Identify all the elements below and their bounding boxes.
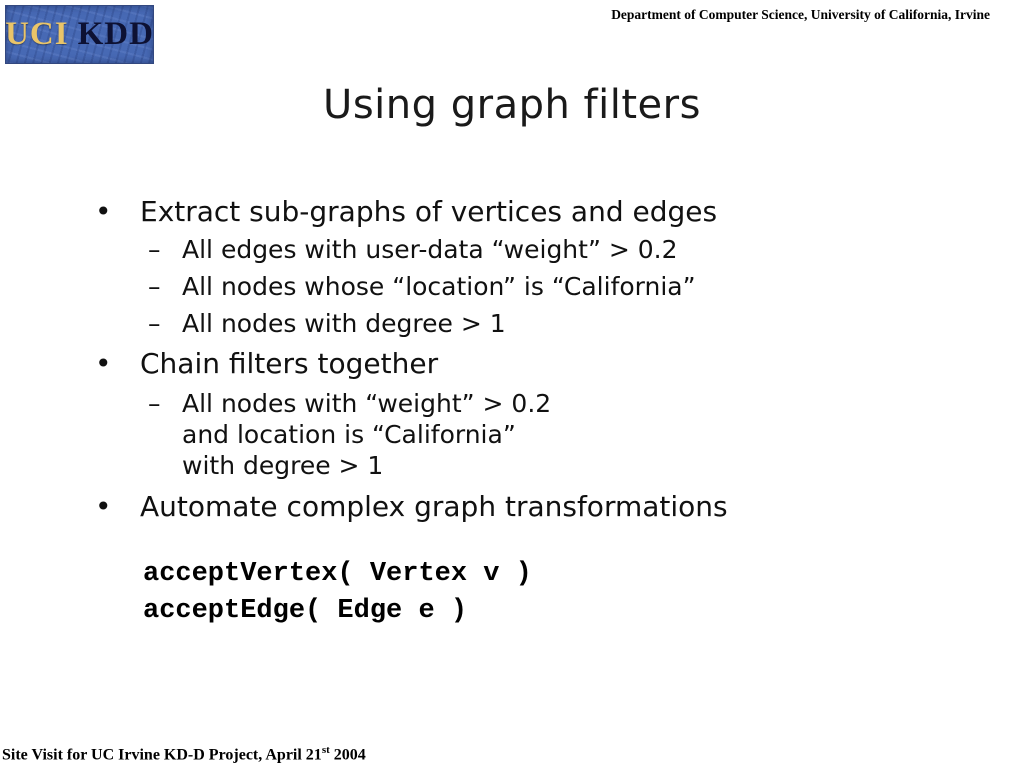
bullet-item xyxy=(95,488,965,526)
bullet-text: Chain filters together xyxy=(140,347,439,380)
dash-glyph: – xyxy=(148,309,161,338)
sub-bullet-multiline xyxy=(182,388,551,481)
sub-bullet-text: All edges with user-data “weight” > 0.2 xyxy=(182,235,678,264)
sub-bullet-line: and location is “California” xyxy=(182,420,516,449)
bullet-list xyxy=(95,193,965,526)
bullet-glyph: • xyxy=(95,347,112,380)
bullet-text: Automate complex graph transformations xyxy=(140,490,728,523)
sub-bullet-item xyxy=(148,268,965,305)
logo-kdd-text: KDD xyxy=(77,16,154,52)
sub-bullet-item xyxy=(148,388,965,481)
bullet-item xyxy=(95,193,965,231)
sub-bullet-item xyxy=(148,231,965,268)
footer-superscript: st xyxy=(321,744,330,756)
dash-glyph: – xyxy=(148,389,161,418)
footer-text: Site Visit for UC Irvine KD-D Project, April 21 xyxy=(2,746,322,764)
dash-glyph: – xyxy=(148,235,161,264)
sub-bullet-text: All nodes whose “location” is “California” xyxy=(182,272,696,301)
sub-bullet-item xyxy=(148,305,965,342)
footer-year: 2004 xyxy=(329,746,366,764)
sub-bullet-line: All nodes with “weight” > 0.2 xyxy=(182,389,552,418)
footer-caption xyxy=(2,744,366,764)
department-header: Department of Computer Science, University of California, Irvine xyxy=(611,7,990,22)
bullet-item xyxy=(95,345,965,383)
sub-bullet-text: All nodes with degree > 1 xyxy=(182,309,506,338)
code-line: acceptVertex( Vertex v ) xyxy=(143,559,532,589)
slide-title: Using graph filters xyxy=(323,82,701,128)
bullet-glyph: • xyxy=(95,490,112,523)
bullet-glyph: • xyxy=(95,195,112,228)
bullet-text: Extract sub-graphs of vertices and edges xyxy=(140,195,718,228)
sub-bullet-line: with degree > 1 xyxy=(182,451,384,480)
uci-kdd-logo xyxy=(5,5,154,64)
code-block xyxy=(143,556,532,630)
code-line: acceptEdge( Edge e ) xyxy=(143,596,468,626)
dash-glyph: – xyxy=(148,272,161,301)
logo-uci-text: UCI xyxy=(5,16,69,52)
